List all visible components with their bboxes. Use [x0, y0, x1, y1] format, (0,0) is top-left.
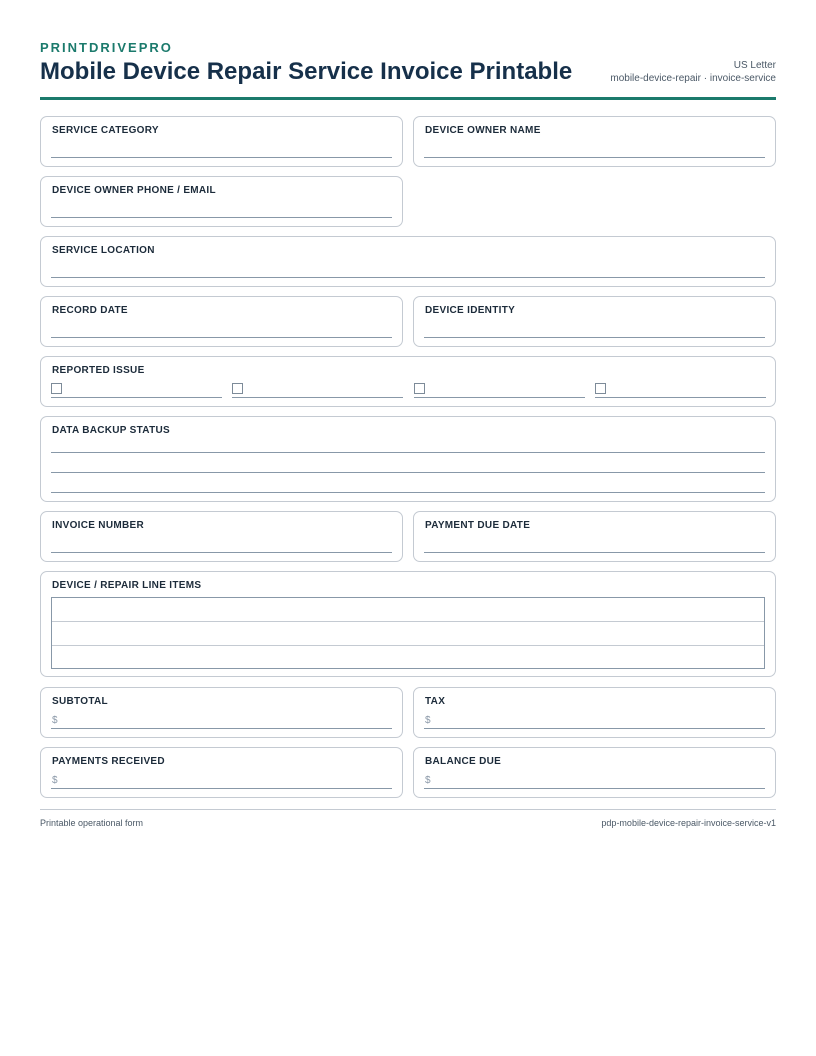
subtotal-label: SUBTOTAL — [52, 696, 108, 707]
reported-issue-option — [51, 383, 222, 399]
device-owner-contact-label: DEVICE OWNER PHONE / EMAIL — [52, 185, 216, 196]
issue-checkbox-1[interactable] — [51, 383, 62, 394]
header-rule — [40, 97, 776, 100]
document-tags: mobile-device-repair · invoice-service — [610, 73, 776, 84]
balance-due-input[interactable] — [424, 788, 765, 789]
service-category-label: SERVICE CATEGORY — [52, 125, 159, 136]
table-row-divider — [52, 621, 764, 622]
data-backup-line-2[interactable] — [51, 472, 765, 473]
line-items-table — [51, 597, 765, 669]
data-backup-status-label: DATA BACKUP STATUS — [52, 425, 170, 436]
device-owner-name-field — [413, 116, 776, 167]
table-row-divider — [52, 645, 764, 646]
subtotal-input[interactable] — [51, 728, 392, 729]
document-meta — [610, 59, 776, 85]
line-items-label: DEVICE / REPAIR LINE ITEMS — [52, 580, 202, 591]
balance-due-field — [413, 747, 776, 798]
footer-form-id: pdp-mobile-device-repair-invoice-service-v1 — [601, 818, 776, 828]
device-owner-name-input[interactable] — [424, 157, 765, 158]
reported-issue-field — [40, 356, 776, 407]
invoice-number-input[interactable] — [51, 552, 392, 553]
record-date-field — [40, 296, 403, 347]
service-location-input[interactable] — [51, 277, 765, 278]
payment-due-date-input[interactable] — [424, 552, 765, 553]
data-backup-status-field — [40, 416, 776, 502]
issue-option-line-1[interactable] — [51, 397, 222, 398]
document-title: Mobile Device Repair Service Invoice Printable — [40, 58, 573, 85]
tax-label: TAX — [425, 696, 446, 707]
paper-size: US Letter — [733, 60, 776, 71]
issue-checkbox-4[interactable] — [595, 383, 606, 394]
data-backup-line-3[interactable] — [51, 492, 765, 493]
service-category-field — [40, 116, 403, 167]
reported-issue-option — [595, 383, 766, 399]
issue-option-line-4[interactable] — [595, 397, 766, 398]
service-location-field — [40, 236, 776, 287]
tax-currency: $ — [425, 715, 431, 726]
balance-due-label: BALANCE DUE — [425, 756, 502, 767]
line-items-field — [40, 571, 776, 677]
tax-input[interactable] — [424, 728, 765, 729]
device-owner-contact-field — [40, 176, 403, 227]
tax-field — [413, 687, 776, 738]
service-location-label: SERVICE LOCATION — [52, 245, 155, 256]
issue-checkbox-3[interactable] — [414, 383, 425, 394]
record-date-input[interactable] — [51, 337, 392, 338]
footer-rule — [40, 809, 776, 810]
device-identity-label: DEVICE IDENTITY — [425, 305, 516, 316]
device-identity-field — [413, 296, 776, 347]
record-date-label: RECORD DATE — [52, 305, 128, 316]
data-backup-line-1[interactable] — [51, 452, 765, 453]
issue-option-line-3[interactable] — [414, 397, 585, 398]
invoice-number-field — [40, 511, 403, 562]
device-owner-name-label: DEVICE OWNER NAME — [425, 125, 541, 136]
payment-due-date-label: PAYMENT DUE DATE — [425, 520, 531, 531]
page-header — [40, 40, 776, 100]
reported-issue-label: REPORTED ISSUE — [52, 365, 145, 376]
payments-received-label: PAYMENTS RECEIVED — [52, 756, 165, 767]
device-owner-contact-input[interactable] — [51, 217, 392, 218]
reported-issue-option — [232, 383, 403, 399]
reported-issue-option — [414, 383, 585, 399]
device-identity-input[interactable] — [424, 337, 765, 338]
title-row — [40, 55, 776, 100]
subtotal-currency: $ — [52, 715, 58, 726]
invoice-number-label: INVOICE NUMBER — [52, 520, 144, 531]
payments-received-input[interactable] — [51, 788, 392, 789]
service-category-input[interactable] — [51, 157, 392, 158]
balance-due-currency: $ — [425, 775, 431, 786]
footer-form-type: Printable operational form — [40, 818, 144, 828]
issue-checkbox-2[interactable] — [232, 383, 243, 394]
payments-received-currency: $ — [52, 775, 58, 786]
brand-name: PRINTDRIVEPRO — [40, 40, 173, 55]
payments-received-field — [40, 747, 403, 798]
issue-option-line-2[interactable] — [232, 397, 403, 398]
subtotal-field — [40, 687, 403, 738]
payment-due-date-field — [413, 511, 776, 562]
